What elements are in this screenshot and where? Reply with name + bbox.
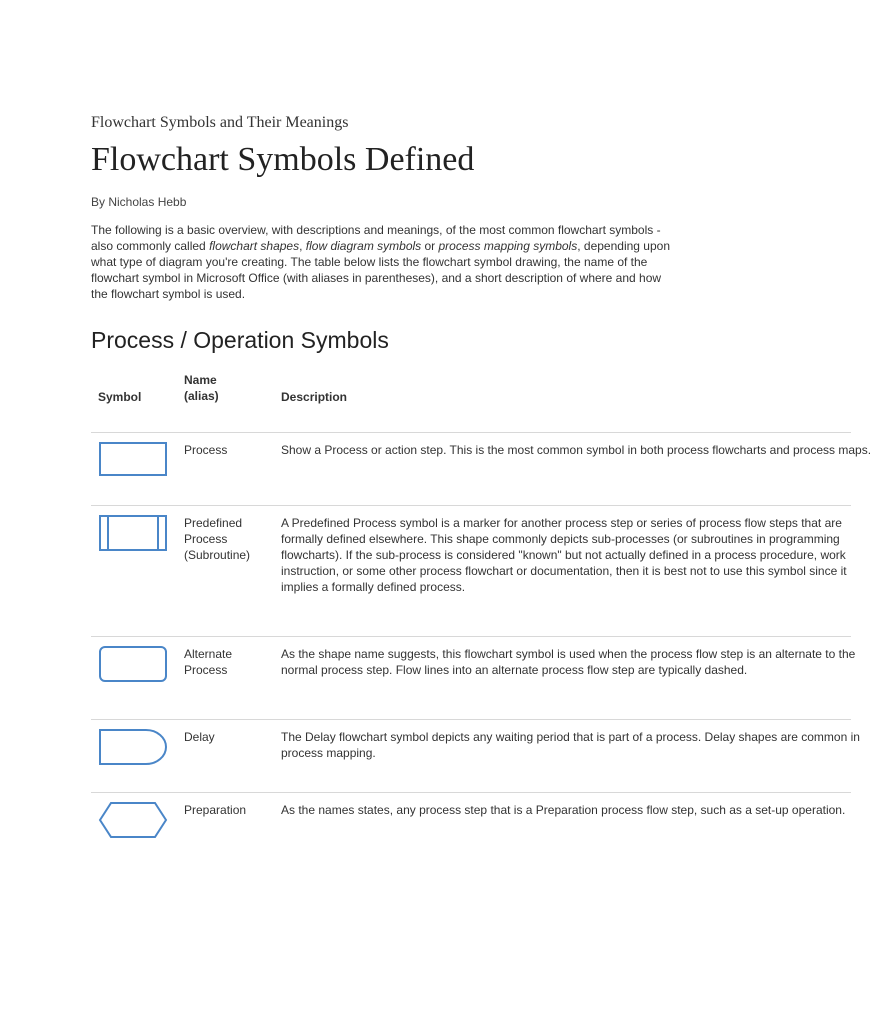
preparation-symbol-icon (98, 801, 168, 839)
delay-symbol-icon (98, 728, 168, 766)
intro-text: , depending upon what type of diagram you're creating. The table below lists the flowchart symbol drawing, the name of the flowchart symbol in Microsoft Office (with aliases in parentheses), and a short description of where and how the flowchart symbol is used. (91, 239, 670, 301)
row-description: A Predefined Process symbol is a marker for another process step or series of process flow steps that are formally defined elsewhere. This shape commonly depicts sub-processes (or subroutines in programming flowcharts). If the sub-process is considered "known" but not actually defined in a process procedure, work instruction, or some other process flowchart or documentation, then it is best not to use this symbol since it implies a formally defined process. (281, 516, 847, 594)
header-description: Description (281, 390, 348, 404)
header-name-line2: (alias) (184, 389, 219, 403)
predefined-process-symbol-icon (98, 514, 168, 552)
table-row-preparation (91, 793, 851, 863)
row-description: The Delay flowchart symbol depicts any waiting period that is part of a process. Delay shapes are common in process mapping. (281, 730, 860, 760)
row-name: Delay (184, 730, 215, 744)
alternate-process-symbol-icon (98, 645, 168, 683)
intro-term-process-mapping-symbols: process mapping symbols (438, 239, 578, 253)
symbols-table (91, 364, 872, 863)
table-row-process (91, 433, 872, 506)
page-title: Flowchart Symbols Defined (91, 141, 475, 178)
row-name: Alternate Process (184, 647, 233, 677)
process-symbol-icon (98, 441, 168, 477)
intro-term-flow-diagram-symbols: flow diagram symbols (305, 239, 422, 253)
row-name: Predefined Process (Subroutine) (184, 516, 251, 562)
header-name (184, 372, 264, 404)
process-shape (100, 443, 166, 475)
header-symbol: Symbol (98, 390, 142, 404)
row-description: As the shape name suggests, this flowchart symbol is used when the process flow step is an alternate to the normal process step. Flow lines into an alternate process flow step are typically dashed. (281, 647, 856, 677)
table-row-alternate-process (91, 637, 856, 720)
preparation-shape (100, 803, 166, 837)
predefined-process-shape (100, 516, 166, 550)
delay-shape (100, 730, 166, 764)
intro-paragraph (91, 222, 671, 302)
table-header (91, 364, 851, 433)
page-kicker: Flowchart Symbols and Their Meanings (91, 114, 349, 131)
row-name: Preparation (184, 803, 247, 817)
row-description: As the names states, any process step that is a Preparation process flow step, such as a set-up operation. (281, 803, 846, 817)
table-row-predefined-process (91, 506, 851, 637)
intro-separator: , (299, 239, 306, 253)
section-heading: Process / Operation Symbols (91, 327, 389, 353)
author-byline: By Nicholas Hebb (91, 195, 187, 209)
document-page (91, 0, 872, 1024)
intro-separator: or (421, 239, 439, 253)
intro-term-flowchart-shapes: flowchart shapes (209, 239, 300, 253)
table-row-delay (91, 720, 860, 793)
row-name: Process (184, 443, 228, 457)
row-description: Show a Process or action step. This is the most common symbol in both process flowcharts and process maps. (281, 443, 872, 457)
intro-text: The following is a basic overview, with descriptions and meanings, of the most common flowchart symbols - also commonly called (91, 223, 661, 253)
alternate-process-shape (100, 647, 166, 681)
header-name-line1: Name (184, 373, 217, 387)
